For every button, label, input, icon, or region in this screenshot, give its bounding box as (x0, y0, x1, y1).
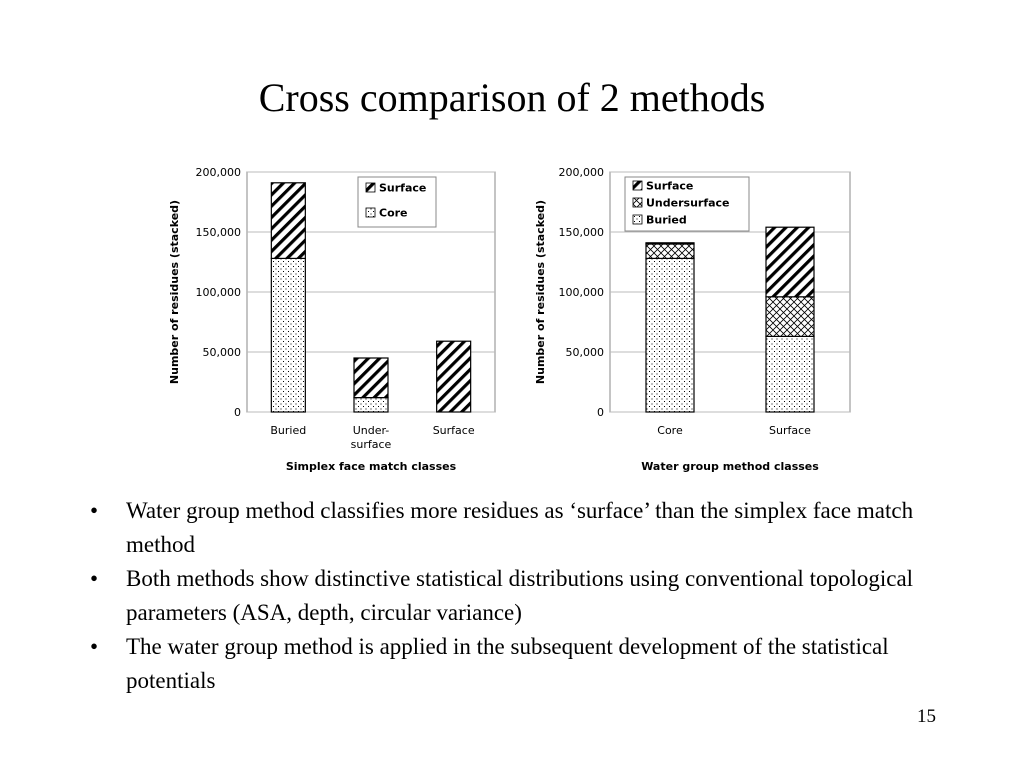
bar-undersurface-surface (766, 297, 814, 337)
legend-swatch-surface (633, 181, 642, 190)
legend-swatch-buried (633, 215, 642, 224)
y-tick-label: 200,000 (195, 166, 241, 179)
legend-label: Undersurface (646, 196, 730, 210)
bullet-item (90, 630, 940, 698)
x-tick-label: Buried (270, 424, 307, 437)
x-tick-label: Surface (432, 424, 475, 437)
legend-label: Surface (379, 181, 427, 195)
bullet-text: The water group method is applied in the subsequent development of the statistical potentials (126, 634, 889, 693)
legend-swatch-surface (366, 183, 375, 192)
bullet-text: Both methods show distinctive statistical distributions using conventional topological parameters (ASA, depth, circular variance) (126, 566, 914, 625)
bar-core-buried (271, 258, 305, 412)
bar-undersurface-core (646, 244, 694, 258)
page-number: 15 (917, 706, 936, 727)
x-tick-label: Surface (769, 424, 811, 437)
bullet-dot-icon: • (90, 634, 99, 659)
x-tick-label: Under- (352, 424, 390, 437)
bullet-dot-icon: • (90, 566, 99, 591)
y-axis-title: Number of residues (stacked) (168, 199, 181, 385)
bar-surface-under-surface (354, 358, 388, 398)
slide-title: Cross comparison of 2 methods (258, 75, 766, 120)
bullet-dot-icon: • (90, 498, 99, 523)
y-tick-label: 100,000 (195, 286, 241, 299)
x-tick-label: surface (350, 438, 392, 451)
y-tick-label: 0 (597, 406, 604, 419)
bullet-list (90, 494, 940, 698)
legend-label: Core (379, 206, 408, 220)
bar-surface-buried (271, 183, 305, 259)
legend-label: Buried (646, 213, 687, 227)
y-tick-label: 50,000 (202, 346, 241, 359)
bullet-item (90, 562, 940, 630)
y-tick-label: 50,000 (565, 346, 604, 359)
bar-buried-surface (766, 336, 814, 412)
x-axis-title: Water group method classes (641, 460, 819, 473)
bullet-text: Water group method classifies more residues as ‘surface’ than the simplex face match method (126, 498, 914, 557)
chart-water-group (528, 155, 868, 475)
y-tick-label: 0 (234, 406, 241, 419)
bar-buried-core (646, 258, 694, 412)
x-tick-label: Core (657, 424, 683, 437)
bar-surface-surface (437, 341, 471, 412)
y-tick-label: 150,000 (195, 226, 241, 239)
y-tick-label: 100,000 (558, 286, 604, 299)
bar-core-under-surface (354, 398, 388, 412)
bullet-item (90, 494, 940, 562)
legend-label: Surface (646, 179, 694, 193)
y-tick-label: 150,000 (558, 226, 604, 239)
legend-swatch-core (366, 208, 375, 217)
bar-surface-surface (766, 227, 814, 297)
legend-swatch-undersurface (633, 198, 642, 207)
y-axis-title: Number of residues (stacked) (534, 199, 547, 385)
x-axis-title: Simplex face match classes (285, 460, 457, 473)
bar-surface-core (646, 243, 694, 244)
chart-simplex (162, 155, 502, 475)
y-tick-label: 200,000 (558, 166, 604, 179)
